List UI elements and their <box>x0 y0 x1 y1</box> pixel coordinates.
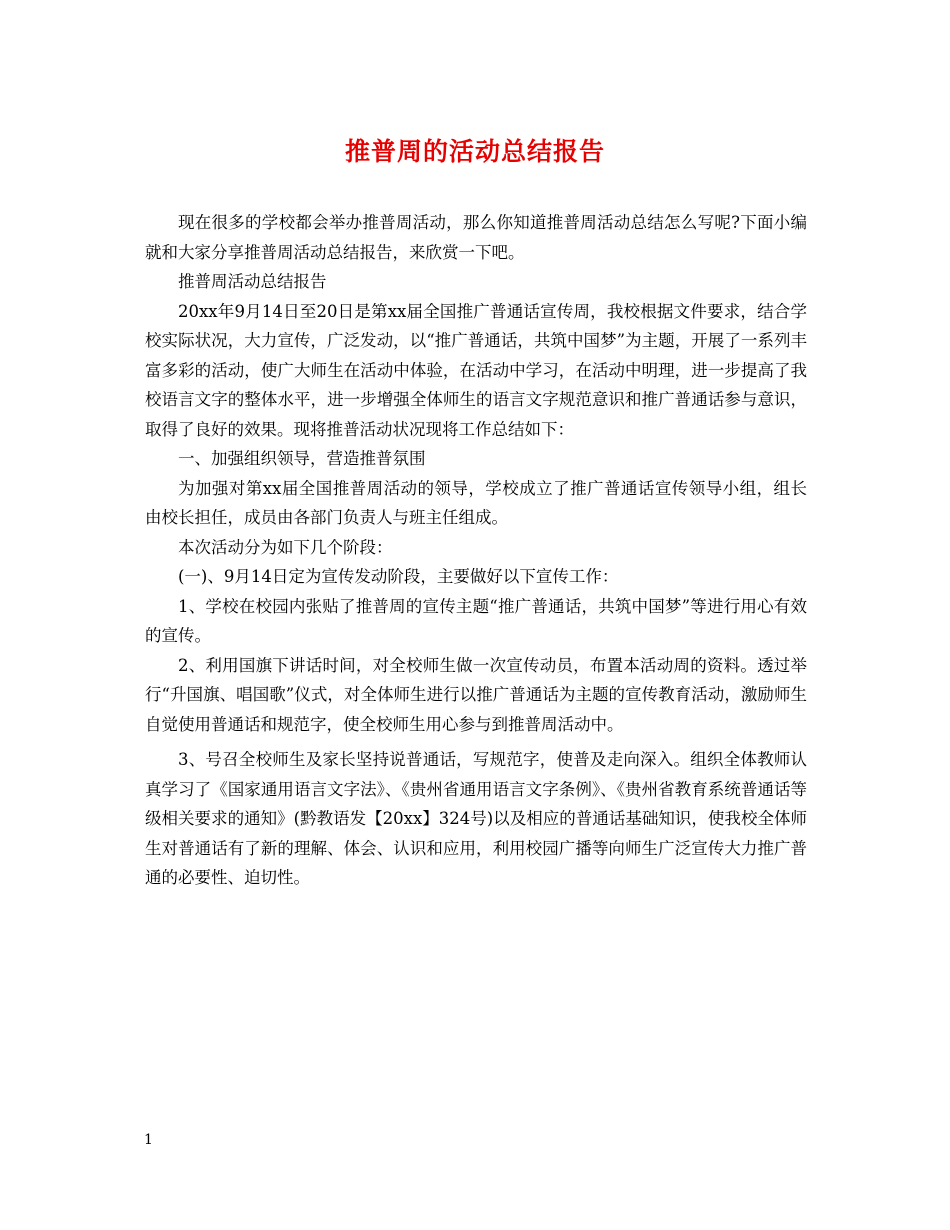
page-number: 1 <box>144 1132 153 1148</box>
list-item-3: 3、号召全校师生及家长坚持说普通话，写规范字，使普及走向深入。组织全体教师认真学习了《国家通用语言文字法》、《贵州省通用语言文字条例》、《贵州省教育系统普通话等级相关要求的通知》(黔教语发【20xx】324号)以及相应的普通话基础知识，使我校全体师生对普通话有了新的理解、体会、认识和应用，利用校园广播等向师生广泛宣传大力推广普通的必要性、迫切性。 <box>145 750 807 887</box>
paragraph-overview: 20xx年9月14日至20日是第xx届全国推广普通话宣传周，我校根据文件要求，结合学校实际状况，大力宣传，广泛发动，以“推广普通话，共筑中国梦”为主题，开展了一系列丰富多彩的活动，使广大师生在活动中体验，在活动中学习，在活动中明理，进一步提高了我校语言文字的整体水平，进一步增强全体师生的语言文字规范意识和推广普通话参与意识，取得了良好的效果。现将推普活动状况现将工作总结如下： <box>145 301 807 439</box>
paragraph-subtitle: 推普周活动总结报告 <box>178 272 327 291</box>
paragraph-stages: 本次活动分为如下几个阶段： <box>178 537 393 557</box>
list-item-2: 2、利用国旗下讲话时间，对全校师生做一次宣传动员，布置本活动周的资料。透过举行“升国旗、唱国歌”仪式，对全体师生进行以推广普通话为主题的宣传教育活动，激励师生自觉使用普通话和规范字，使全校师生用心参与到推普周活动中。 <box>145 655 807 734</box>
list-item-1: 1、学校在校园内张贴了推普周的宣传主题“推广普通话，共筑中国梦”等进行用心有效的宣传。 <box>145 596 807 645</box>
section-heading-1: 一、加强组织领导，营造推普氛围 <box>178 449 426 468</box>
paragraph-stage-1: (一)、9月14日定为宣传发动阶段，主要做好以下宣传工作： <box>178 567 619 586</box>
document-title: 推普周的活动总结报告 <box>344 137 605 166</box>
document-body <box>145 208 807 893</box>
paragraph-intro: 现在很多的学校都会举办推普周活动，那么你知道推普周活动总结怎么写呢?下面小编就和大家分享推普周活动总结报告，来欣赏一下吧。 <box>145 213 807 262</box>
paragraph-leadership: 为加强对第xx届全国推普周活动的领导，学校成立了推广普通话宣传领导小组，组长由校长担任，成员由各部门负责人与班主任组成。 <box>145 478 807 527</box>
